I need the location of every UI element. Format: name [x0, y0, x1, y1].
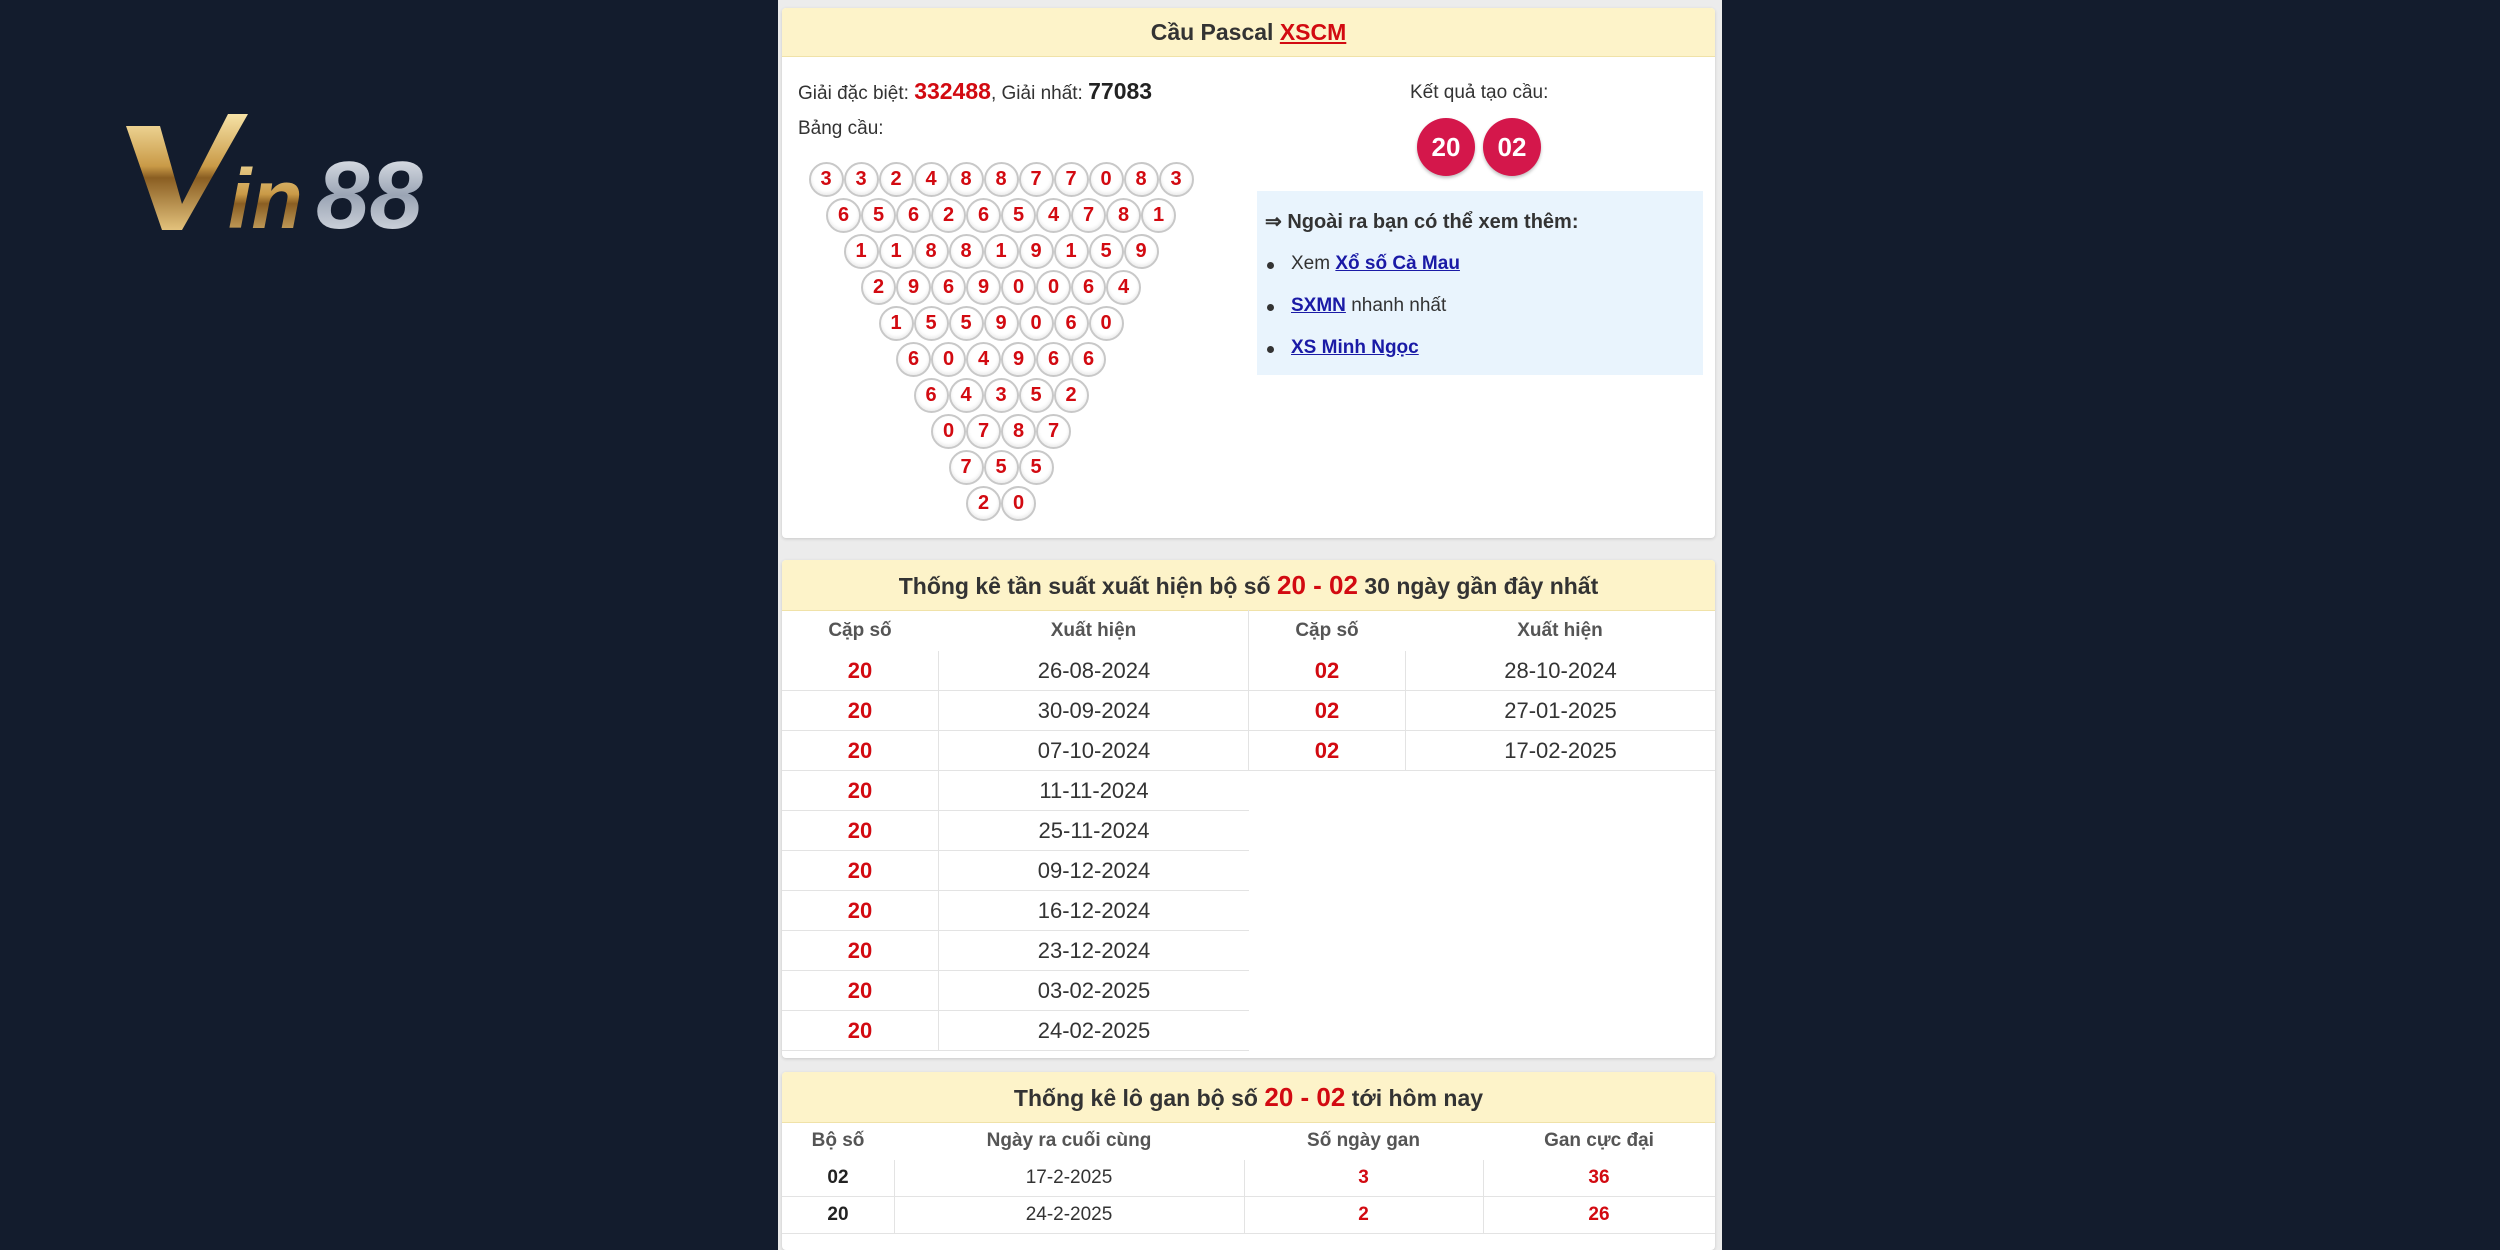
appear-date-cell: 30-09-2024: [939, 691, 1249, 731]
appear-date-cell: 25-11-2024: [939, 811, 1249, 851]
bang-cau-label: Bảng cầu:: [798, 118, 884, 139]
lo-gan-header: Ngày ra cuối cùng: [986, 1130, 1152, 1151]
triangle-digit: 4: [949, 378, 984, 413]
triangle-digit: 4: [966, 342, 1001, 377]
triangle-digit: 6: [896, 198, 931, 233]
triangle-digit: 3: [1159, 162, 1194, 197]
triangle-digit: 6: [1036, 342, 1071, 377]
triangle-digit: 6: [966, 198, 1001, 233]
first-prize-label: Giải nhất:: [1001, 83, 1083, 104]
triangle-digit: 1: [984, 234, 1019, 269]
triangle-digit: 3: [844, 162, 879, 197]
triangle-digit: 5: [1019, 378, 1054, 413]
triangle-digit: 0: [1001, 270, 1036, 305]
triangle-digit: 2: [931, 198, 966, 233]
appear-date-cell: 28-10-2024: [1406, 651, 1715, 691]
frequency-card: [782, 560, 1715, 1058]
appear-date-cell: 11-11-2024: [939, 771, 1249, 811]
frequency-pair: 20 - 02: [1277, 570, 1358, 600]
special-prize-value: 332488: [914, 78, 991, 104]
result-label: Kết quả tạo cầu:: [1410, 82, 1549, 103]
lo-gan-header: Số ngày gan: [1307, 1130, 1420, 1151]
pair-number-cell: 20: [782, 971, 939, 1011]
lo-gan-header: Bộ số: [811, 1130, 865, 1151]
col-appear-right: Xuất hiện: [1517, 620, 1603, 641]
triangle-digit: 1: [1054, 234, 1089, 269]
pascal-title-text: Cầu Pascal: [1150, 19, 1274, 45]
sxmn-suffix: nhanh nhất: [1351, 295, 1447, 316]
triangle-digit: 9: [1019, 234, 1054, 269]
first-prize-value: 77083: [1088, 78, 1153, 104]
frequency-title-prefix: Thống kê tần suất xuất hiện bộ số: [898, 573, 1271, 599]
lo-gan-cell: 2: [1244, 1197, 1484, 1234]
xo-so-ca-mau-link[interactable]: Xổ số Cà Mau: [1335, 253, 1460, 274]
triangle-digit: 9: [984, 306, 1019, 341]
col-pair-right: Cặp số: [1295, 620, 1359, 641]
appear-date-cell: 24-02-2025: [939, 1011, 1249, 1051]
svg-text:88: 88: [316, 142, 423, 236]
triangle-digit: 1: [879, 234, 914, 269]
triangle-digit: 6: [1071, 270, 1106, 305]
triangle-digit: 7: [1071, 198, 1106, 233]
triangle-digit: 4: [1036, 198, 1071, 233]
triangle-digit: 0: [1089, 162, 1124, 197]
lo-gan-cell: 02: [782, 1160, 895, 1197]
pair-number-cell: 20: [782, 851, 939, 891]
triangle-digit: 5: [1001, 198, 1036, 233]
pair-number-cell: 20: [782, 771, 939, 811]
special-prize-label: Giải đặc biệt:: [798, 83, 909, 104]
triangle-digit: 8: [984, 162, 1019, 197]
triangle-digit: 8: [1001, 414, 1036, 449]
triangle-digit: 0: [1089, 306, 1124, 341]
lo-gan-cell: 36: [1483, 1160, 1715, 1197]
triangle-digit: 4: [914, 162, 949, 197]
sxmn-link[interactable]: SXMN: [1291, 295, 1346, 316]
prize-line: [798, 78, 1152, 105]
triangle-digit: 6: [826, 198, 861, 233]
see-more-item-xscm: [1291, 253, 1460, 275]
triangle-digit: 7: [1054, 162, 1089, 197]
triangle-digit: 5: [861, 198, 896, 233]
triangle-digit: 7: [966, 414, 1001, 449]
col-pair-left: Cặp số: [828, 620, 892, 641]
triangle-digit: 8: [914, 234, 949, 269]
appear-date-cell: 17-02-2025: [1406, 731, 1715, 771]
triangle-digit: 0: [1036, 270, 1071, 305]
triangle-digit: 5: [1019, 450, 1054, 485]
triangle-digit: 6: [896, 342, 931, 377]
see-more-box: [1257, 191, 1703, 375]
triangle-digit: 8: [949, 162, 984, 197]
xscm-link[interactable]: XSCM: [1279, 19, 1347, 45]
lo-gan-cell: 24-2-2025: [894, 1197, 1245, 1234]
triangle-digit: 5: [1089, 234, 1124, 269]
triangle-digit: 7: [949, 450, 984, 485]
lo-gan-card: [782, 1072, 1715, 1250]
triangle-digit: 6: [1054, 306, 1089, 341]
xs-minh-ngoc-link[interactable]: XS Minh Ngọc: [1291, 337, 1419, 358]
lo-gan-pair: 20 - 02: [1264, 1082, 1346, 1112]
pair-number-cell: 02: [1249, 731, 1406, 771]
see-more-title: ⇒ Ngoài ra bạn có thể xem thêm:: [1265, 211, 1579, 233]
result-ball-b: 02: [1483, 118, 1541, 176]
pascal-title: [782, 8, 1715, 57]
appear-date-cell: 23-12-2024: [939, 931, 1249, 971]
triangle-digit: 7: [1019, 162, 1054, 197]
lo-gan-title: [782, 1072, 1715, 1123]
vin88-logo: [120, 112, 490, 236]
pascal-card: [782, 8, 1715, 538]
triangle-digit: 1: [1141, 198, 1176, 233]
triangle-digit: 6: [1071, 342, 1106, 377]
triangle-digit: 5: [914, 306, 949, 341]
pair-number-cell: 20: [782, 651, 939, 691]
appear-date-cell: 07-10-2024: [939, 731, 1249, 771]
pair-number-cell: 02: [1249, 691, 1406, 731]
lo-gan-header: Gan cực đại: [1544, 1130, 1654, 1151]
see-more-item-minh-ngoc: [1291, 337, 1419, 359]
triangle-digit: 0: [931, 342, 966, 377]
see-more-item-sxmn: [1291, 295, 1446, 317]
triangle-digit: 9: [896, 270, 931, 305]
prize-separator: ,: [990, 83, 997, 104]
triangle-digit: 3: [984, 378, 1019, 413]
triangle-digit: 9: [966, 270, 1001, 305]
triangle-digit: 5: [949, 306, 984, 341]
pair-number-cell: 20: [782, 731, 939, 771]
triangle-digit: 5: [984, 450, 1019, 485]
appear-date-cell: 26-08-2024: [939, 651, 1249, 691]
triangle-digit: 1: [879, 306, 914, 341]
appear-date-cell: 03-02-2025: [939, 971, 1249, 1011]
lo-gan-title-suffix: tới hôm nay: [1351, 1085, 1484, 1111]
triangle-digit: 6: [914, 378, 949, 413]
frequency-title-suffix: 30 ngày gần đây nhất: [1364, 573, 1599, 599]
pair-number-cell: 20: [782, 1011, 939, 1051]
lo-gan-cell: 20: [782, 1197, 895, 1234]
appear-date-cell: 16-12-2024: [939, 891, 1249, 931]
triangle-digit: 8: [1124, 162, 1159, 197]
triangle-digit: 2: [1054, 378, 1089, 413]
triangle-digit: 2: [861, 270, 896, 305]
triangle-digit: 8: [949, 234, 984, 269]
lo-gan-cell: 17-2-2025: [894, 1160, 1245, 1197]
triangle-digit: 1: [844, 234, 879, 269]
col-appear-left: Xuất hiện: [1050, 620, 1137, 641]
triangle-digit: 3: [809, 162, 844, 197]
pair-number-cell: 20: [782, 931, 939, 971]
lo-gan-title-prefix: Thống kê lô gan bộ số: [1013, 1085, 1258, 1111]
lo-gan-cell: 26: [1483, 1197, 1715, 1234]
lo-gan-cell: 3: [1244, 1160, 1484, 1197]
frequency-title: [782, 560, 1715, 611]
triangle-digit: 2: [879, 162, 914, 197]
svg-text:in: in: [228, 152, 303, 236]
triangle-digit: 8: [1106, 198, 1141, 233]
pair-number-cell: 20: [782, 691, 939, 731]
triangle-digit: 7: [1036, 414, 1071, 449]
pair-number-cell: 02: [1249, 651, 1406, 691]
triangle-digit: 6: [931, 270, 966, 305]
triangle-digit: 9: [1001, 342, 1036, 377]
content-panel: [778, 0, 1722, 1250]
triangle-digit: 4: [1106, 270, 1141, 305]
triangle-digit: 0: [1019, 306, 1054, 341]
triangle-digit: 2: [966, 486, 1001, 521]
appear-date-cell: 27-01-2025: [1406, 691, 1715, 731]
triangle-digit: 0: [931, 414, 966, 449]
triangle-digit: 0: [1001, 486, 1036, 521]
triangle-digit: 9: [1124, 234, 1159, 269]
see-more-prefix: Xem: [1291, 253, 1331, 274]
appear-date-cell: 09-12-2024: [939, 851, 1249, 891]
result-ball-a: 20: [1417, 118, 1475, 176]
pair-number-cell: 20: [782, 891, 939, 931]
pair-number-cell: 20: [782, 811, 939, 851]
